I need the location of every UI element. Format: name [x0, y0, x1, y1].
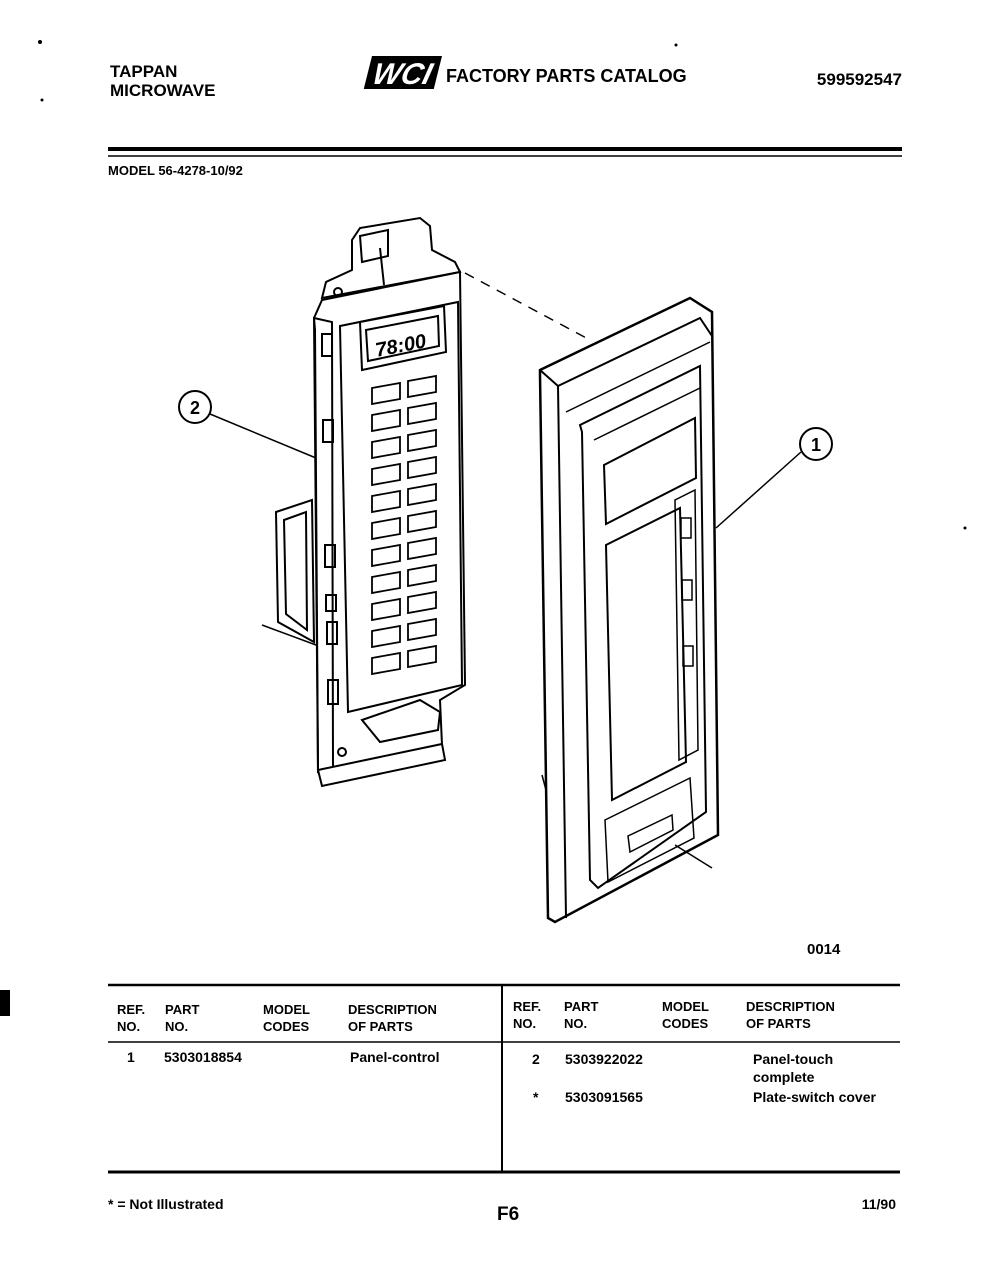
header-ref-line2-right: NO. — [513, 1016, 537, 1031]
left-row-1-description: Panel-control — [350, 1049, 440, 1065]
brand-line-1: TAPPAN — [110, 62, 178, 81]
callout-2-label: 2 — [189, 398, 201, 418]
header-ref-line1: REF. — [117, 1002, 146, 1017]
header-model-codes-right — [662, 998, 709, 1032]
right-row-1-ref: 2 — [532, 1051, 540, 1067]
diagram-code: 0014 — [807, 941, 841, 958]
right-row-1-description — [753, 1050, 833, 1086]
callout-1-label: 1 — [810, 435, 822, 455]
header-part-no — [165, 1001, 199, 1035]
header-part-no-right — [564, 998, 598, 1032]
scan-edge-mark — [0, 990, 10, 1016]
header-model-line1: MODEL — [263, 1002, 310, 1017]
control-display-text: 78:00 — [373, 330, 429, 362]
header-part-line2-right: NO. — [564, 1016, 588, 1031]
right-row-2-desc-line1: Plate-switch cover — [753, 1089, 876, 1105]
header-model-codes — [263, 1001, 310, 1035]
model-number: MODEL 56-4278-10/92 — [108, 163, 243, 178]
callout-2 — [179, 391, 316, 458]
header-desc-line1-right: DESCRIPTION — [746, 999, 835, 1014]
header-description-right — [746, 998, 835, 1032]
header-part-line1: PART — [165, 1002, 200, 1017]
catalog-number: 599592547 — [816, 70, 902, 89]
header-ref-line1-right: REF. — [513, 999, 542, 1014]
right-row-2-description — [753, 1088, 876, 1106]
header-desc-line1: DESCRIPTION — [348, 1002, 437, 1017]
control-panel-cover — [540, 298, 718, 922]
right-row-2-ref: * — [533, 1089, 539, 1105]
right-row-1-part: 5303922022 — [565, 1051, 643, 1067]
right-row-1-desc-line2: complete — [753, 1069, 815, 1085]
right-row-2-part: 5303091565 — [565, 1089, 643, 1105]
header-desc-line2: OF PARTS — [348, 1019, 413, 1034]
left-row-1-ref: 1 — [127, 1049, 135, 1065]
header-ref-line2: NO. — [117, 1019, 141, 1034]
page-number: F6 — [497, 1204, 520, 1225]
header-rule-thick — [108, 147, 902, 151]
header-part-line1-right: PART — [564, 999, 599, 1014]
header-model-line1-right: MODEL — [662, 999, 709, 1014]
header-model-line2: CODES — [263, 1019, 310, 1034]
wci-logo — [363, 56, 442, 91]
header-description — [348, 1001, 437, 1035]
header-part-line2: NO. — [165, 1019, 189, 1034]
brand-line-2: MICROWAVE — [110, 81, 216, 100]
wci-logo-text: WCI — [369, 57, 436, 91]
callout-1 — [716, 428, 832, 528]
header-desc-line2-right: OF PARTS — [746, 1016, 811, 1031]
header-model-line2-right: CODES — [662, 1016, 709, 1031]
right-row-1-desc-line1: Panel-touch — [753, 1051, 834, 1067]
left-row-1-part: 5303018854 — [164, 1049, 242, 1065]
catalog-title: FACTORY PARTS CATALOG — [446, 66, 687, 86]
footnote-not-illustrated: * = Not Illustrated — [108, 1196, 224, 1212]
header-ref-no — [117, 1001, 145, 1035]
catalog-date: 11/90 — [861, 1196, 896, 1212]
header-ref-no-right — [513, 998, 541, 1032]
